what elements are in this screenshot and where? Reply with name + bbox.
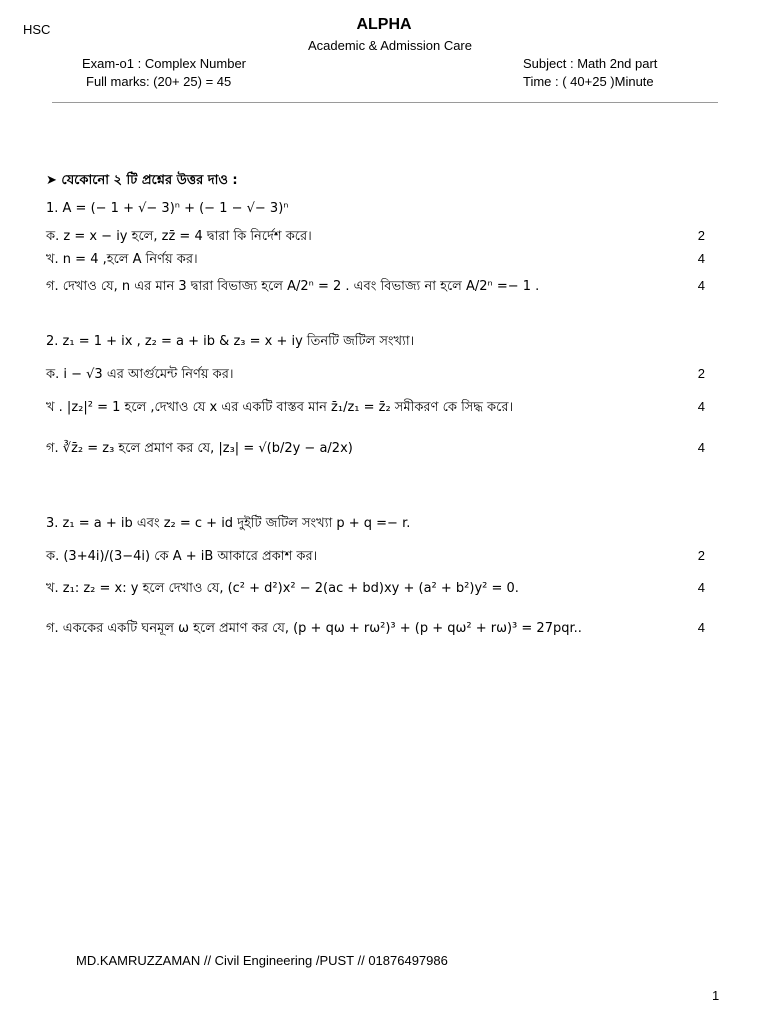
question-3-part-ka-marks: 2 bbox=[697, 548, 705, 563]
time-label: Time : ( 40+25 )Minute bbox=[523, 74, 654, 89]
question-1-part-ga: গ. দেখাও যে, n এর মান 3 দ্বারা বিভাজ্য হলে A/2ⁿ = 2 . এবং বিভাজ্য না হলে A/2ⁿ =− 1 . bbox=[46, 279, 540, 294]
question-1-part-ka: ক. z = x − iy হলে, zz̄ = 4 দ্বারা কি নির্দেশ করে। bbox=[46, 229, 312, 244]
page-number: 1 bbox=[712, 988, 720, 1003]
exam-label: Exam-o1 : Complex Number bbox=[82, 56, 246, 71]
page-title: ALPHA bbox=[356, 16, 412, 33]
full-marks: Full marks: (20+ 25) = 45 bbox=[86, 74, 232, 89]
question-2-part-ka-marks: 2 bbox=[697, 366, 705, 381]
page-subtitle: Academic & Admission Care bbox=[307, 38, 472, 53]
instruction: ➤ যেকোনো ২ টি প্রশ্নের উত্তর দাও : bbox=[46, 173, 238, 188]
question-1-stem: 1. A = (− 1 + √− 3)ⁿ + (− 1 − √− 3)ⁿ bbox=[46, 201, 289, 216]
subject-label: Subject : Math 2nd part bbox=[523, 56, 658, 71]
question-2-stem: 2. z₁ = 1 + ix , z₂ = a + ib & z₃ = x + iy তিনটি জটিল সংখ্যা। bbox=[46, 334, 415, 349]
question-1-part-kha-marks: 4 bbox=[697, 251, 705, 266]
question-3-part-ga: গ. এককের একটি ঘনমূল ω হলে প্রমাণ কর যে, (p + qω + rω²)³ + (p + qω² + rω)³ = 27pqr.. bbox=[46, 621, 582, 636]
question-1-part-ga-marks: 4 bbox=[697, 278, 705, 293]
question-1-part-kha: খ. n = 4 ,হলে A নির্ণয় কর। bbox=[46, 252, 198, 267]
footer-credit: MD.KAMRUZZAMAN // Civil Engineering /PUST // 01876497986 bbox=[76, 953, 448, 968]
question-2-part-ga: গ. ∛z̄₂ = z₃ হলে প্রমাণ কর যে, |z₃| = √(b/2y − a/2x) bbox=[46, 441, 353, 456]
header-divider bbox=[52, 102, 718, 103]
question-1-part-ka-marks: 2 bbox=[697, 228, 705, 243]
question-2-part-ka: ক. i − √3 এর আর্গুমেন্ট নির্ণয় কর। bbox=[46, 367, 234, 382]
question-3-stem: 3. z₁ = a + ib এবং z₂ = c + id দুইটি জটিল সংখ্যা p + q =− r. bbox=[46, 516, 411, 531]
question-2-part-kha: খ . |z₂|² = 1 হলে ,দেখাও যে x এর একটি বাস্তব মান z̄₁/z₁ = z̄₂ সমীকরণ কে সিদ্ধ করে। bbox=[46, 400, 514, 415]
question-2-part-kha-marks: 4 bbox=[697, 399, 705, 414]
question-3-part-ka: ক. (3+4i)/(3−4i) কে A + iB আকারে প্রকাশ কর। bbox=[46, 549, 318, 564]
question-3-part-kha: খ. z₁: z₂ = x: y হলে দেখাও যে, (c² + d²)x² − 2(ac + bd)xy + (a² + b²)y² = 0. bbox=[46, 581, 519, 596]
question-3-part-kha-marks: 4 bbox=[697, 580, 705, 595]
hsc-tag: HSC bbox=[23, 22, 51, 37]
question-3-part-ga-marks: 4 bbox=[697, 620, 705, 635]
question-2-part-ga-marks: 4 bbox=[697, 440, 705, 455]
